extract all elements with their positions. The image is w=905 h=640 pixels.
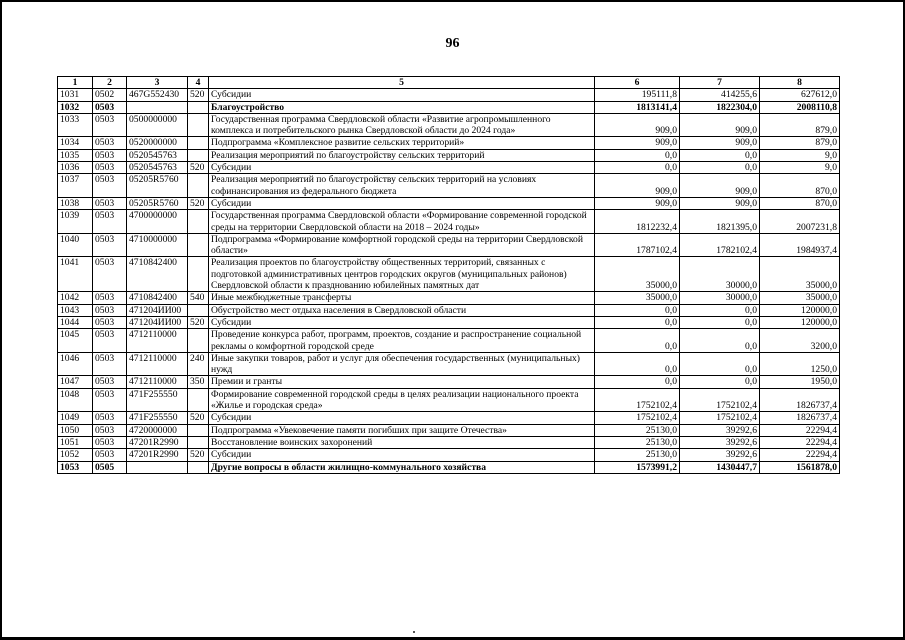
expense-type-cell (188, 304, 209, 316)
expense-type-cell (188, 461, 209, 473)
row-number-cell: 1049 (58, 412, 93, 424)
amount-year2-cell: 414255,6 (680, 89, 760, 101)
scan-speck (413, 631, 415, 633)
table-row (58, 257, 840, 292)
item-name-cell: Проведение конкурса работ, программ, проектов, создание и распространение социальной рекламы о комфортной городской среде (209, 329, 595, 353)
section-code-cell: 0503 (93, 174, 127, 198)
row-number-cell: 1046 (58, 352, 93, 376)
amount-year3-cell: 1826737,4 (760, 412, 840, 424)
target-article-cell (127, 101, 188, 113)
table-row (58, 388, 840, 412)
target-article-cell: 471204ИИ00 (127, 304, 188, 316)
table-row (58, 316, 840, 328)
item-name-cell: Государственная программа Свердловской области «Формирование современной городской среды на территории Свердловской области на 2018 – 2024 годы» (209, 210, 595, 234)
expense-type-cell (188, 388, 209, 412)
amount-year3-cell: 879,0 (760, 137, 840, 149)
amount-year2-cell: 39292,6 (680, 424, 760, 436)
table-row (58, 449, 840, 461)
amount-year2-cell: 30000,0 (680, 257, 760, 292)
row-number-cell: 1031 (58, 89, 93, 101)
amount-year2-cell: 0,0 (680, 316, 760, 328)
row-number-cell: 1038 (58, 197, 93, 209)
row-number-cell: 1039 (58, 210, 93, 234)
section-code-cell: 0503 (93, 352, 127, 376)
row-number-cell: 1044 (58, 316, 93, 328)
item-name-cell: Обустройство мест отдыха населения в Свердловской области (209, 304, 595, 316)
row-number-cell: 1036 (58, 162, 93, 174)
section-code-cell: 0503 (93, 449, 127, 461)
header-cell: 7 (680, 77, 760, 89)
amount-year2-cell: 39292,6 (680, 449, 760, 461)
expense-type-cell (188, 329, 209, 353)
expense-type-cell (188, 210, 209, 234)
section-code-cell: 0503 (93, 424, 127, 436)
table-header-row (58, 77, 840, 89)
item-name-cell: Другие вопросы в области жилищно-коммунального хозяйства (209, 461, 595, 473)
item-name-cell: Иные закупки товаров, работ и услуг для обеспечения государственных (муниципальных) нужд (209, 352, 595, 376)
target-article-cell: 0500000000 (127, 113, 188, 137)
target-article-cell: 05205R5760 (127, 197, 188, 209)
target-article-cell (127, 461, 188, 473)
amount-year2-cell: 909,0 (680, 174, 760, 198)
table-row (58, 352, 840, 376)
amount-year1-cell: 25130,0 (595, 424, 680, 436)
amount-year3-cell: 35000,0 (760, 257, 840, 292)
expense-type-cell (188, 174, 209, 198)
table-row (58, 292, 840, 304)
item-name-cell: Субсидии (209, 197, 595, 209)
expense-type-cell (188, 436, 209, 448)
table-row (58, 89, 840, 101)
amount-year1-cell: 0,0 (595, 352, 680, 376)
amount-year2-cell: 909,0 (680, 137, 760, 149)
header-cell: 2 (93, 77, 127, 89)
amount-year2-cell: 0,0 (680, 149, 760, 161)
expense-type-cell (188, 101, 209, 113)
budget-table (57, 76, 840, 474)
amount-year2-cell: 1430447,7 (680, 461, 760, 473)
amount-year1-cell: 909,0 (595, 137, 680, 149)
amount-year2-cell: 1822304,0 (680, 101, 760, 113)
amount-year1-cell: 0,0 (595, 304, 680, 316)
amount-year2-cell: 0,0 (680, 162, 760, 174)
expense-type-cell: 520 (188, 412, 209, 424)
table-row (58, 424, 840, 436)
section-code-cell: 0503 (93, 304, 127, 316)
amount-year3-cell: 870,0 (760, 174, 840, 198)
amount-year1-cell: 909,0 (595, 174, 680, 198)
table-row (58, 162, 840, 174)
section-code-cell: 0503 (93, 149, 127, 161)
amount-year2-cell: 0,0 (680, 329, 760, 353)
amount-year1-cell: 0,0 (595, 162, 680, 174)
amount-year1-cell: 25130,0 (595, 436, 680, 448)
row-number-cell: 1037 (58, 174, 93, 198)
target-article-cell: 47201R2990 (127, 449, 188, 461)
target-article-cell: 4712110000 (127, 376, 188, 388)
amount-year1-cell: 0,0 (595, 316, 680, 328)
row-number-cell: 1033 (58, 113, 93, 137)
section-code-cell: 0503 (93, 162, 127, 174)
target-article-cell: 4700000000 (127, 210, 188, 234)
target-article-cell: 4710842400 (127, 292, 188, 304)
item-name-cell: Субсидии (209, 412, 595, 424)
amount-year2-cell: 909,0 (680, 197, 760, 209)
target-article-cell: 05205R5760 (127, 174, 188, 198)
header-cell: 5 (209, 77, 595, 89)
amount-year1-cell: 1812232,4 (595, 210, 680, 234)
amount-year2-cell: 0,0 (680, 304, 760, 316)
amount-year2-cell: 909,0 (680, 113, 760, 137)
item-name-cell: Формирование современной городской среды в целях реализации национального проекта «Жилье и городская среда» (209, 388, 595, 412)
section-code-cell: 0503 (93, 233, 127, 257)
amount-year3-cell: 627612,0 (760, 89, 840, 101)
section-code-cell: 0503 (93, 329, 127, 353)
amount-year1-cell: 1573991,2 (595, 461, 680, 473)
amount-year3-cell: 1984937,4 (760, 233, 840, 257)
amount-year3-cell: 1826737,4 (760, 388, 840, 412)
item-name-cell: Иные межбюджетные трансферты (209, 292, 595, 304)
amount-year3-cell: 3200,0 (760, 329, 840, 353)
amount-year1-cell: 1752102,4 (595, 388, 680, 412)
row-number-cell: 1032 (58, 101, 93, 113)
amount-year3-cell: 2008110,8 (760, 101, 840, 113)
expense-type-cell (188, 137, 209, 149)
section-code-cell: 0505 (93, 461, 127, 473)
expense-type-cell (188, 257, 209, 292)
table-row (58, 233, 840, 257)
amount-year2-cell: 39292,6 (680, 436, 760, 448)
expense-type-cell: 520 (188, 449, 209, 461)
row-number-cell: 1048 (58, 388, 93, 412)
amount-year3-cell: 2007231,8 (760, 210, 840, 234)
header-cell: 8 (760, 77, 840, 89)
table-row (58, 304, 840, 316)
amount-year1-cell: 1787102,4 (595, 233, 680, 257)
amount-year2-cell: 1752102,4 (680, 412, 760, 424)
section-code-cell: 0503 (93, 316, 127, 328)
table-row (58, 412, 840, 424)
amount-year2-cell: 1752102,4 (680, 388, 760, 412)
target-article-cell: 471F255550 (127, 388, 188, 412)
table-row (58, 461, 840, 473)
section-code-cell: 0503 (93, 388, 127, 412)
section-code-cell: 0503 (93, 197, 127, 209)
row-number-cell: 1050 (58, 424, 93, 436)
amount-year2-cell: 1782102,4 (680, 233, 760, 257)
item-name-cell: Субсидии (209, 89, 595, 101)
section-code-cell: 0502 (93, 89, 127, 101)
section-code-cell: 0503 (93, 436, 127, 448)
item-name-cell: Субсидии (209, 162, 595, 174)
amount-year2-cell: 0,0 (680, 376, 760, 388)
expense-type-cell: 240 (188, 352, 209, 376)
table-body (58, 89, 840, 474)
expense-type-cell: 350 (188, 376, 209, 388)
section-code-cell: 0503 (93, 137, 127, 149)
row-number-cell: 1051 (58, 436, 93, 448)
amount-year3-cell: 22294,4 (760, 449, 840, 461)
table-row (58, 101, 840, 113)
amount-year1-cell: 35000,0 (595, 257, 680, 292)
amount-year1-cell: 0,0 (595, 329, 680, 353)
header-cell: 1 (58, 77, 93, 89)
expense-type-cell: 520 (188, 89, 209, 101)
amount-year1-cell: 1752102,4 (595, 412, 680, 424)
page-number: 96 (445, 36, 460, 51)
expense-type-cell: 520 (188, 162, 209, 174)
item-name-cell: Реализация проектов по благоустройству общественных территорий, связанных с подготовкой административных центров городских округов (муниципальных районов) Свердловской области к празднованию юбилейных памятных дат (209, 257, 595, 292)
target-article-cell: 467G552430 (127, 89, 188, 101)
section-code-cell: 0503 (93, 210, 127, 234)
target-article-cell: 0520000000 (127, 137, 188, 149)
amount-year3-cell: 9,0 (760, 162, 840, 174)
amount-year2-cell: 1821395,0 (680, 210, 760, 234)
header-cell: 3 (127, 77, 188, 89)
target-article-cell: 4712110000 (127, 352, 188, 376)
row-number-cell: 1041 (58, 257, 93, 292)
target-article-cell: 4712110000 (127, 329, 188, 353)
table-row (58, 113, 840, 137)
row-number-cell: 1034 (58, 137, 93, 149)
item-name-cell: Подпрограмма «Формирование комфортной городской среды на территории Свердловской области» (209, 233, 595, 257)
expense-type-cell (188, 233, 209, 257)
table-row (58, 376, 840, 388)
header-cell: 6 (595, 77, 680, 89)
amount-year2-cell: 0,0 (680, 352, 760, 376)
item-name-cell: Восстановление воинских захоронений (209, 436, 595, 448)
expense-type-cell (188, 424, 209, 436)
table-row (58, 149, 840, 161)
item-name-cell: Государственная программа Свердловской области «Развитие агропромышленного комплекса и потребительского рынка Свердловской области до 2024 года» (209, 113, 595, 137)
row-number-cell: 1040 (58, 233, 93, 257)
row-number-cell: 1047 (58, 376, 93, 388)
item-name-cell: Субсидии (209, 449, 595, 461)
row-number-cell: 1035 (58, 149, 93, 161)
amount-year1-cell: 1813141,4 (595, 101, 680, 113)
table-row (58, 436, 840, 448)
table-row (58, 329, 840, 353)
amount-year3-cell: 879,0 (760, 113, 840, 137)
expense-type-cell: 520 (188, 197, 209, 209)
table-row (58, 137, 840, 149)
amount-year2-cell: 30000,0 (680, 292, 760, 304)
amount-year1-cell: 35000,0 (595, 292, 680, 304)
amount-year3-cell: 22294,4 (760, 436, 840, 448)
amount-year3-cell: 9,0 (760, 149, 840, 161)
target-article-cell: 4720000000 (127, 424, 188, 436)
amount-year1-cell: 909,0 (595, 113, 680, 137)
amount-year1-cell: 0,0 (595, 149, 680, 161)
section-code-cell: 0503 (93, 113, 127, 137)
item-name-cell: Премии и гранты (209, 376, 595, 388)
expense-type-cell (188, 113, 209, 137)
row-number-cell: 1053 (58, 461, 93, 473)
amount-year3-cell: 1561878,0 (760, 461, 840, 473)
header-cell: 4 (188, 77, 209, 89)
section-code-cell: 0503 (93, 257, 127, 292)
expense-type-cell: 540 (188, 292, 209, 304)
section-code-cell: 0503 (93, 292, 127, 304)
amount-year1-cell: 909,0 (595, 197, 680, 209)
target-article-cell: 471F255550 (127, 412, 188, 424)
table-row (58, 197, 840, 209)
amount-year1-cell: 195111,8 (595, 89, 680, 101)
amount-year1-cell: 0,0 (595, 376, 680, 388)
target-article-cell: 0520545763 (127, 162, 188, 174)
amount-year3-cell: 35000,0 (760, 292, 840, 304)
item-name-cell: Благоустройство (209, 101, 595, 113)
item-name-cell: Подпрограмма «Увековечение памяти погибших при защите Отечества» (209, 424, 595, 436)
amount-year3-cell: 22294,4 (760, 424, 840, 436)
row-number-cell: 1045 (58, 329, 93, 353)
table-row (58, 210, 840, 234)
amount-year3-cell: 870,0 (760, 197, 840, 209)
item-name-cell: Подпрограмма «Комплексное развитие сельских территорий» (209, 137, 595, 149)
section-code-cell: 0503 (93, 376, 127, 388)
item-name-cell: Реализация мероприятий по благоустройству сельских территорий на условиях софинансирования из федерального бюджета (209, 174, 595, 198)
amount-year3-cell: 120000,0 (760, 304, 840, 316)
amount-year3-cell: 1250,0 (760, 352, 840, 376)
target-article-cell: 47201R2990 (127, 436, 188, 448)
section-code-cell: 0503 (93, 412, 127, 424)
row-number-cell: 1043 (58, 304, 93, 316)
amount-year3-cell: 1950,0 (760, 376, 840, 388)
row-number-cell: 1052 (58, 449, 93, 461)
item-name-cell: Субсидии (209, 316, 595, 328)
expense-type-cell (188, 149, 209, 161)
target-article-cell: 471204ИИ00 (127, 316, 188, 328)
table-row (58, 174, 840, 198)
target-article-cell: 4710842400 (127, 257, 188, 292)
target-article-cell: 4710000000 (127, 233, 188, 257)
item-name-cell: Реализация мероприятий по благоустройству сельских территорий (209, 149, 595, 161)
section-code-cell: 0503 (93, 101, 127, 113)
amount-year3-cell: 120000,0 (760, 316, 840, 328)
row-number-cell: 1042 (58, 292, 93, 304)
expense-type-cell: 520 (188, 316, 209, 328)
amount-year1-cell: 25130,0 (595, 449, 680, 461)
target-article-cell: 0520545763 (127, 149, 188, 161)
